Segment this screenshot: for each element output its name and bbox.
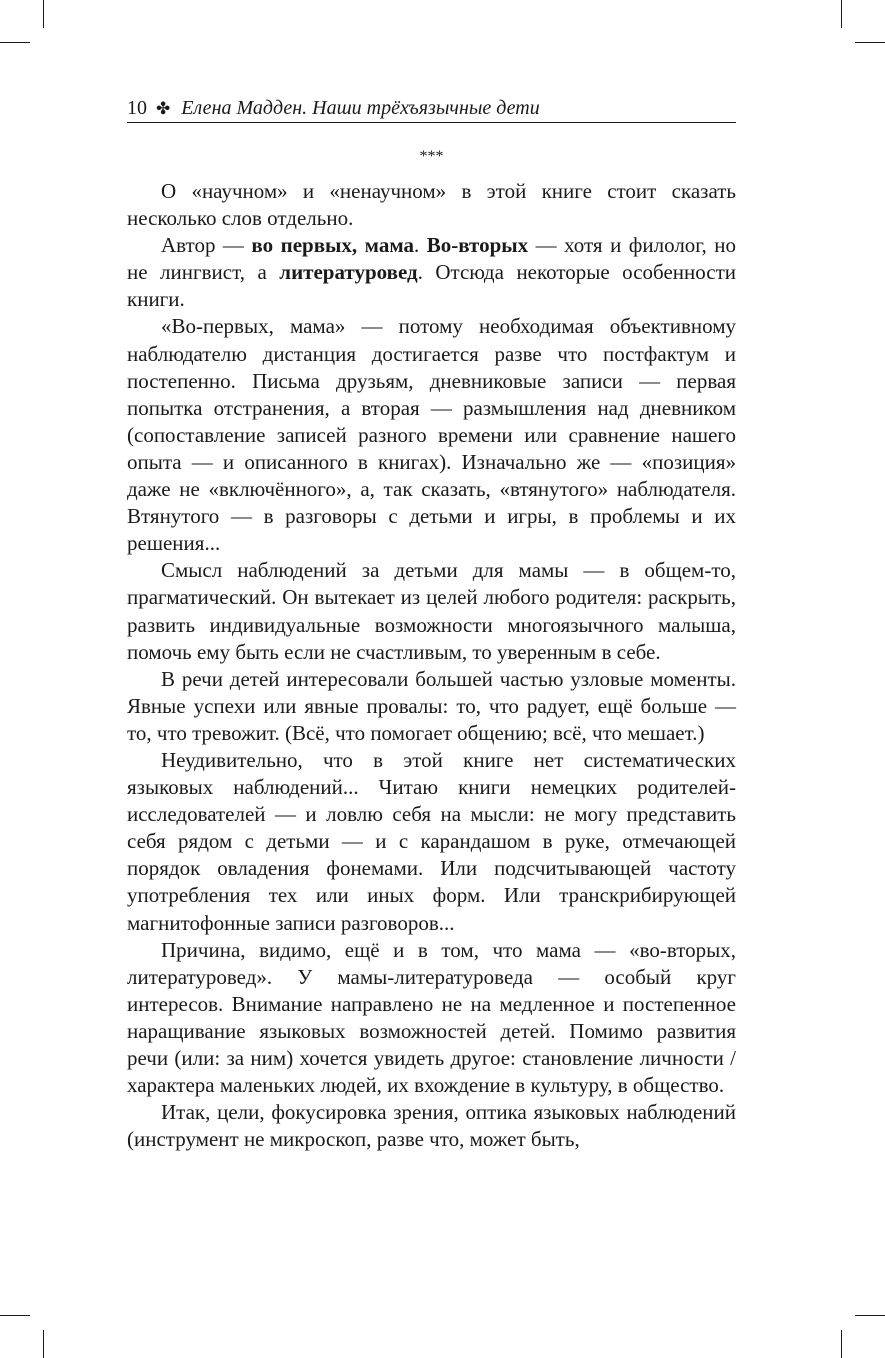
fleuron-icon: ✤ xyxy=(156,99,171,118)
paragraph: Причина, видимо, ещё и в том, что мама — «во-вторых, литературовед». У мамы-литературоведа — особый круг интересов. Внимание направлено не на медленное и постепенное наращивание языковых возможностей детей. Помимо развития речи (или: за ним) хочется увидеть другое: становление личности / характера маленьких людей, их вхождение в культуру, в общество. xyxy=(127,937,736,1098)
crop-mark-bottom-right-vertical xyxy=(841,1330,842,1358)
page-number: 10 xyxy=(127,97,147,119)
paragraph: Автор — во первых, мама. Во-вторых — хотя и филолог, но не лингвист, а литературовед. Отсюда некоторые особенности книги. xyxy=(127,233,737,312)
paragraph: Смысл наблюдений за детьми для мамы — в общем-то, прагматический. Он вытекает из целей любого родителя: раскрыть, развить индивидуальные возможности многоязычного малыша, помочь ему быть если не счастливым, то уверенным в себе. xyxy=(127,558,736,664)
crop-mark-top-right-horizontal xyxy=(855,42,885,43)
paragraph: В речи детей интересовали большей частью узловые моменты. Явные успехи или явные провалы: то, что радует, ещё больше — то, что тревожит. (Всё, что помогает общению; всё, что мешает.) xyxy=(127,666,736,745)
paragraph: Неудивительно, что в этой книге нет систематических языковых наблюдений... Читаю книги немецких родителей-исследователей — и ловлю себя на мысли: не могу представить себя рядом с детьми — и с карандашом в руке, отмечающей порядок овладения фонемами. Или подсчитывающей частоту употребления тех или иных форм. Или транскрибирующей магнитофонные записи разговоров... xyxy=(127,747,736,935)
crop-mark-bottom-left-vertical xyxy=(43,1330,44,1358)
section-separator: *** xyxy=(419,148,444,165)
crop-mark-bottom-left-horizontal xyxy=(0,1315,30,1316)
paragraph: «Во-первых, мама» — потому необходимая объективному наблюдателю дистанция достигается разве что постфактум и постепенно. Письма друзьям, дневниковые записи — первая попытка отстранения, а вторая — размышления над дневником (сопоставление записей разного времени или сравнение нашего опыта — и описанного в книгах). Изначально же — «позиция» даже не «включённого», а, так сказать, «втянутого» наблюдателя. Втянутого — в разговоры с детьми и игры, в проблемы и их решения... xyxy=(127,314,736,556)
crop-mark-bottom-right-horizontal xyxy=(855,1315,885,1316)
bold-phrase: во первых, мама xyxy=(251,233,414,258)
paragraph: Итак, цели, фокусировка зрения, оптика языковых наблюдений (инструмент не микроскоп, разве что, может быть, xyxy=(127,1100,736,1152)
crop-mark-top-left-horizontal xyxy=(0,42,30,43)
crop-mark-top-left-vertical xyxy=(43,0,44,28)
bold-phrase: литературовед xyxy=(279,260,418,285)
body-text xyxy=(127,178,736,1153)
running-header xyxy=(127,93,736,123)
bold-phrase: Во-вторых xyxy=(426,233,529,258)
running-title: Елена Мадден. Наши трёхъязычные дети xyxy=(181,97,540,119)
paragraph: О «научном» и «ненаучном» в этой книге стоит сказать несколько слов отдельно. xyxy=(127,179,736,231)
crop-mark-top-right-vertical xyxy=(841,0,842,28)
